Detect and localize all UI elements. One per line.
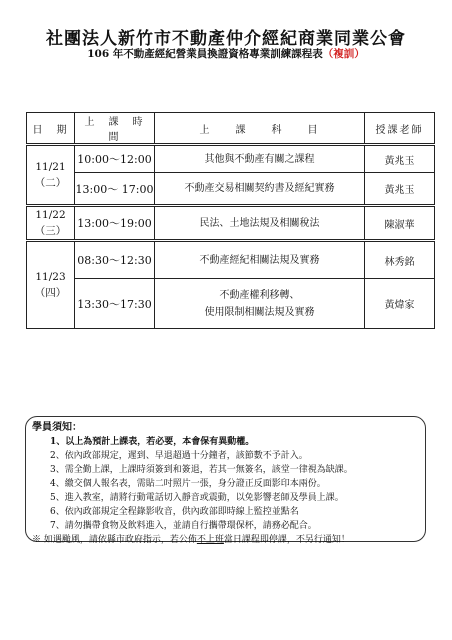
date-cell: 11/21 （二） <box>27 145 75 206</box>
time-cell: 08:30～12:30 <box>75 241 155 279</box>
teacher-cell: 陳淑華 <box>365 206 435 241</box>
subtitle-tag: （複訓） <box>322 48 365 60</box>
note-item: 2、依內政部規定，遲到、早退超過十分鐘者，該節數不予計入。 <box>50 451 308 461</box>
time-cell: 13:00～ 17:00 <box>75 173 155 206</box>
teacher-cell: 黃兆玉 <box>365 173 435 206</box>
table-row <box>27 173 435 206</box>
teacher-cell: 黃兆玉 <box>365 145 435 173</box>
time-cell: 13:30～17:30 <box>75 279 155 329</box>
page-title: 社團法人新竹市不動產仲介經紀商業同業公會 <box>46 29 406 49</box>
table-row <box>27 241 435 279</box>
header-subject: 上 課 科 目 <box>155 113 365 145</box>
note-item: 6、依內政部規定全程錄影收音，供內政部即時線上監控並點名 <box>50 507 299 517</box>
notes-box <box>25 416 426 545</box>
table-row <box>27 279 435 329</box>
header-teacher: 授課老師 <box>365 113 435 145</box>
notes-footer: ※ 如遇颱風，請依縣市政府指示，若公佈不上班當日課程即停課，不另行通知！ <box>32 535 350 545</box>
schedule-table <box>26 112 435 329</box>
note-item: 3、需全勤上課，上課時須簽到和簽退，若其一無簽名，該堂一律視為缺課。 <box>50 465 353 475</box>
date-cell: 11/23 （四） <box>27 241 75 329</box>
subject-cell: 不動產經紀相關法規及實務 <box>155 241 365 279</box>
header-time: 上 課 時 間 <box>75 113 155 145</box>
page-subtitle <box>0 46 452 61</box>
table-row <box>27 145 435 173</box>
note-item: 7、請勿攜帶食物及飲料進入，並請自行攜帶環保杯，請務必配合。 <box>50 521 317 531</box>
subject-cell: 不動產權利移轉、 使用限制相關法規及實務 <box>155 279 365 329</box>
note-item: 4、繳交個人報名表，需貼二吋照片一張，身分證正反面影印本兩份。 <box>50 479 326 489</box>
subject-cell: 民法、土地法規及相關稅法 <box>155 206 365 241</box>
note-item: 1、以上為預計上課表，若必要，本會保有異動權。 <box>50 437 255 447</box>
teacher-cell: 黃煒家 <box>365 279 435 329</box>
subject-cell: 不動產交易相關契約書及經紀實務 <box>155 173 365 206</box>
date-cell: 11/22 （三） <box>27 206 75 241</box>
note-item: 5、進入教室，請將行動電話切入靜音或震動，以免影響老師及學員上課。 <box>50 493 344 503</box>
header-date: 日 期 <box>27 113 75 145</box>
time-cell: 13:00～19:00 <box>75 206 155 241</box>
teacher-cell: 林秀銘 <box>365 241 435 279</box>
table-row <box>27 206 435 241</box>
subject-cell: 其他與不動產有關之課程 <box>155 145 365 173</box>
subtitle-main: 106 年不動產經紀營業員換證資格專業訓練課程表 <box>87 48 323 60</box>
time-cell: 10:00～12:00 <box>75 145 155 173</box>
notes-heading: 學員須知： <box>32 422 82 433</box>
table-header-row <box>27 113 435 145</box>
